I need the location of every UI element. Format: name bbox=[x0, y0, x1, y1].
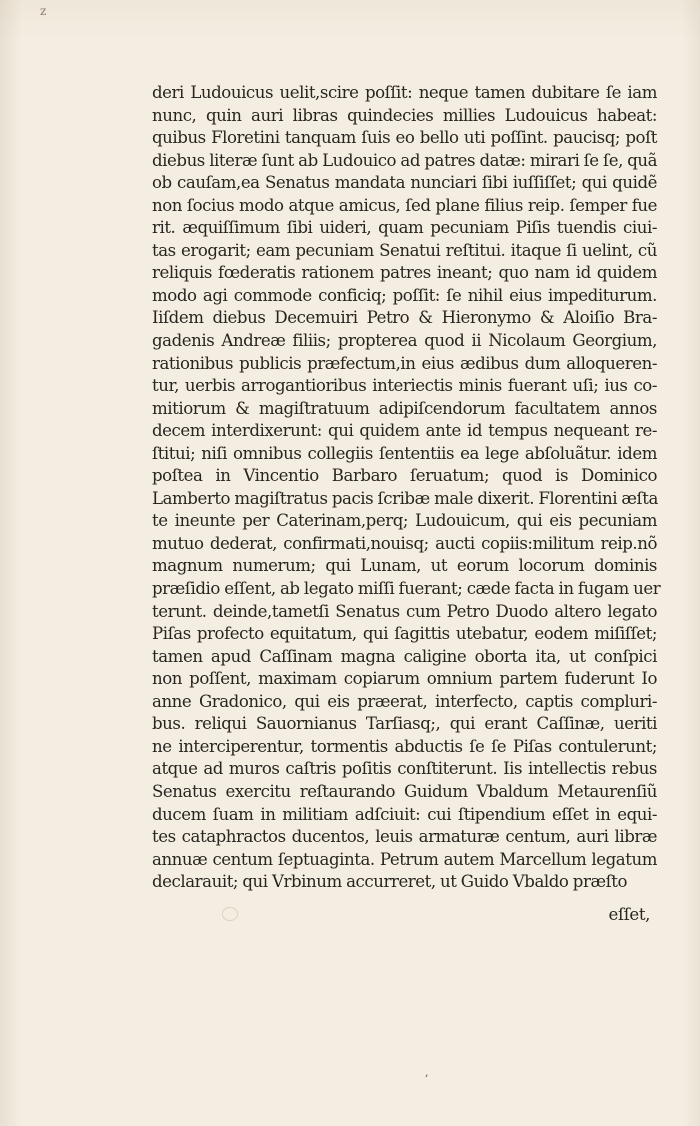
text-line: deri Ludouicus uelit,scire poſſit: neque tamen dubitare ſe iam bbox=[152, 83, 657, 102]
text-line: præſidio eſſent, ab legato miſſi fuerant; cæde facta in fugam uer bbox=[152, 579, 661, 599]
text-line: diebus literæ ſunt ab Ludouico ad patres datæ: mirari ſe ſe, quã bbox=[152, 150, 658, 170]
text-line: atque ad muros caſtris poſitis conſtiterunt. Iis intellectis rebus bbox=[152, 759, 657, 779]
text-line: Piſas profecto equitatum, qui ſagittis utebatur, eodem miſiſſet; bbox=[152, 624, 657, 644]
text-line: terunt. deinde,tametſi Senatus cum Petro Duodo altero legato bbox=[152, 601, 657, 621]
text-line: mutuo dederat, confirmati,nouisq; aucti copiis:militum reip.nõ bbox=[152, 533, 657, 553]
text-line: modo agi commode conficiq; poſſit: ſe nihil eius impediturum. bbox=[152, 285, 657, 305]
text-line: Iiſdem diebus Decemuiri Petro & Hieronymo & Aloiſio Bra- bbox=[152, 308, 657, 328]
text-line: ducem ſuam in militiam adſciuit: cui ſtipendium eſſet in equi- bbox=[152, 804, 657, 824]
text-line: declarauit; qui Vrbinum accurreret, ut Guido Vbaldo præſto bbox=[152, 872, 628, 892]
text-line: mitiorum & magiſtratuum adipiſcendorum facultatem annos bbox=[152, 398, 657, 418]
text-line: nunc, quin auri libras quindecies millies Ludouicus habeat: bbox=[152, 105, 657, 125]
text-line: Lamberto magiſtratus pacis ſcribæ male dixerit. Florentini æſta bbox=[152, 488, 658, 508]
text-line: ob cauſam,ea Senatus mandata nunciari ſibi iuſſiſſet; qui quidẽ bbox=[152, 173, 657, 193]
text-line: ne interciperentur, tormentis abductis ſe ſe Piſas contulerunt; bbox=[152, 736, 657, 756]
text-line: poſtea in Vincentio Barbaro ſeruatum; quod is Dominico bbox=[152, 466, 657, 486]
corner-mark: z bbox=[40, 4, 47, 18]
text-line: decem interdixerunt: qui quidem ante id tempus nequeant re- bbox=[152, 421, 657, 441]
text-line: ſtitui; niſi omnibus collegiis ſententiis ea lege abſoluãtur. idem bbox=[152, 443, 657, 463]
text-line: Senatus exercitu reſtaurando Guidum Vbaldum Metaurenſiũ bbox=[152, 781, 657, 801]
text-line: te ineunte per Caterinam,perq; Ludouicum, qui eis pecuniam bbox=[152, 511, 657, 531]
text-line: rationibus publicis præfectum,in eius ædibus dum alloqueren- bbox=[152, 353, 657, 373]
text-line: non ſocius modo atque amicus, ſed plane filius reip. ſemper fue bbox=[152, 195, 657, 215]
text-line: annuæ centum ſeptuaginta. Petrum autem Marcellum legatum bbox=[152, 849, 657, 869]
text-line: gadenis Andreæ filiis; propterea quod ii Nicolaum Georgium, bbox=[152, 331, 657, 351]
text-line: tur, uerbis arrogantioribus interiectis minis fuerant uſi; ius co- bbox=[152, 376, 657, 396]
text-line: reliquis fœderatis rationem patres ineant; quo nam id quidem bbox=[152, 263, 657, 283]
text-line: non poſſent, maximam copiarum omnium partem fuderunt Io bbox=[152, 669, 657, 689]
text-line: tas erogarit; eam pecuniam Senatui reſtitui. itaque ſi uelint, cũ bbox=[152, 240, 657, 260]
paper-stain bbox=[222, 907, 238, 921]
catchword: eſſet, bbox=[608, 905, 650, 924]
text-line: tes cataphractos ducentos, leuis armaturæ centum, auri libræ bbox=[152, 827, 657, 847]
text-line: anne Gradonico, qui eis præerat, interfecto, captis compluri- bbox=[152, 691, 657, 711]
text-line: tamen apud Caſſinam magna caligine oborta ita, ut conſpici bbox=[152, 646, 657, 666]
text-line: bus. reliqui Sauornianus Tarſiasq;, qui erant Caſſinæ, ueriti bbox=[152, 714, 657, 734]
body-text bbox=[152, 82, 661, 894]
text-line: rit. æquiſſimum ſibi uideri, quam pecuniam Piſis tuendis ciui- bbox=[152, 218, 657, 238]
text-line: magnum numerum; qui Lunam, ut eorum locorum dominis bbox=[152, 556, 657, 576]
text-line: quibus Floretini tanquam ſuis eo bello uti poſſint. paucisq; poſt bbox=[152, 128, 657, 148]
bottom-mark: , bbox=[425, 1066, 429, 1079]
